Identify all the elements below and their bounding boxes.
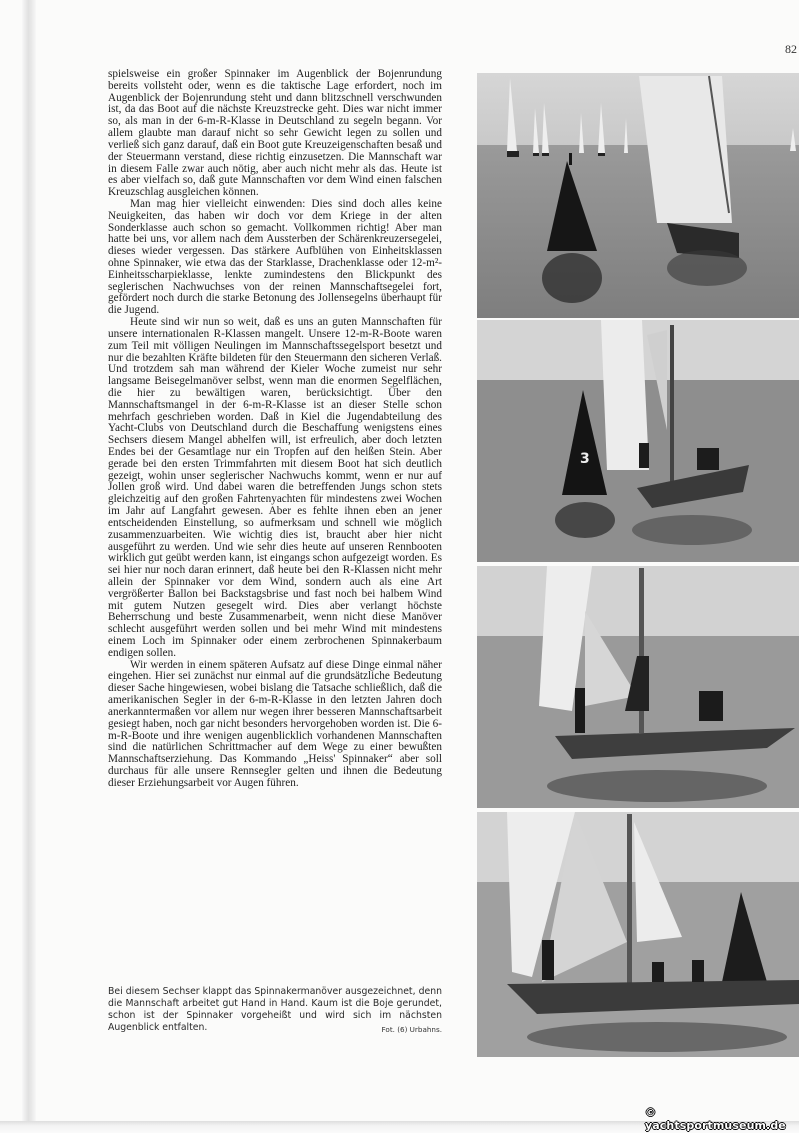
photo-boat-approaching-buoy <box>477 73 799 318</box>
paragraph: Heute sind wir nun so weit, daß es uns an guten Mannschaften für unsere internationalen R-Klassen mangelt. Unsere 12-m-R-Boote waren zum Teil mit völligen Neulingen im Mannschaftssegelsport besetzt und nur die bezahlten Kräfte bildeten für den Steuermann den sicheren Verlaß. Und trotzdem sah man während der Kieler Woche zumeist nur sehr langsame Beisegelmanöver selbst, wenn man die enormen Segelflächen, die hier zu bewältigen waren, berücksichtigt. Über den Mannschaftsmangel in der 6-m-R-Klasse ist an dieser Stelle schon mehrfach geschrieben worden. Daß in Kiel die Jugendabteilung des Yacht-Clubs von Deutschland durch die Beschaffung wenigstens eines Sechsers diesem Mangel abhelfen will, ist erfreulich, aber doch letzten Endes bei der Gesamtlage nur ein Tropfen auf den heißen Stein. Aber gerade bei den ersten Trimmfahrten mit diesem Boot hat sich deutlich gezeigt, wohin unser seglerischer Nachwuchs kommt, wenn er nur auf Jollen groß wird. Und dabei waren die betreffenden Jungs schon stets gleichzeitig auf den großen Fahrtenyachten für mindestens zwei Wochen im Jahr auf Langfahrt gewesen. Aber es fehlte ihnen eben an jener entscheidenden Einstellung, so aufmerksam und schnell wie möglich zusammenzuarbeiten. Wie wichtig dies ist, braucht aber hier nicht ausgeführt zu werden. Und wie sehr dies heute auf unseren Rennbooten wirklich gut geübt werden kann, ist eingangs schon aufgezeigt worden. Es sei hier nur noch daran erinnert, daß heute bei den R-Klassen nicht mehr allein der Spinnaker vor dem Wind, sondern auch als eine Art vergrößerter Ballon bei Backstagsbrise und fast noch bei halbem Wind mit gutem Nutzen gesegelt wird. Dies aber verlangt höchste Beherrschung und beste Zusammenarbeit, wenn nicht diese Manöver schlecht ausgeführt werden sollen und bei mehr Wind mit mindestens einem Loch im Spinnaker oder einem zerbrochenen Spinnakerbaum endigen sollen. <box>108 316 442 659</box>
photo-caption <box>108 986 442 1036</box>
copyright-watermark: © yachtsportmuseum.de <box>645 1106 786 1132</box>
photo-1 <box>477 73 799 318</box>
article-body <box>108 69 442 790</box>
page-number: 82 <box>785 42 797 56</box>
caption-text: Bei diesem Sechser klappt das Spinnakermanöver ausgezeichnet, denn die Mannschaft arbeitet gut Hand in Hand. Kaum ist die Boje gerundet, schon ist der Spinnaker vorgeheißt und wird sich im nächsten Augenblick entfalten. <box>108 986 442 1033</box>
photo-credit: Fot. (6) Urbahns. <box>381 1024 442 1034</box>
photo-2 <box>477 320 799 562</box>
photo-3 <box>477 566 799 808</box>
binding-shadow <box>22 0 36 1133</box>
photo-4 <box>477 812 799 1057</box>
paragraph: Man mag hier vielleicht einwenden: Dies sind doch alles keine Neuigkeiten, das haben wir doch vor dem Kriege in der alten Sonderklasse auch schon so gemacht. Vollkommen richtig! Aber man hatte bei uns, vor allem nach dem Aussterben der Schärenkreuzersegelei, dieses wieder vergessen. Das stärkere Aufblühen von Einheitsklassen ohne Spinnaker, wie etwa das der Starklasse, Drachenklasse oder 12-m²-Einheitsscharpieklasse, lenkte zumindestens den Blickpunkt des seglerischen Nachwuchses von der reinen Mannschaftsegelei fort, gefördert noch durch die starke Betonung des Jollensegelns überhaupt für die Jugend. <box>108 197 442 317</box>
buoy-number: 3 <box>580 451 590 467</box>
paragraph: spielsweise ein großer Spinnaker im Augenblick der Bojenrundung bereits vollsteht oder, wenn es die taktische Lage erfordert, noch im Augenblick der Bojenrundung steht und dann blitzschnell verschwunden ist, da das Boot auf die nächste Kreuzstrecke geht. Dies war nicht immer so, als man in der 6-m-R-Klasse in Deutschland zu segeln begann. Vor allem glaubte man darauf nicht so sehr Gewicht legen zu sollen und verließ sich ganz darauf, daß ein Boot gute Kreuzeigenschaften besaß und der Steuermann verstand, diese richtig einzusetzen. Die Mannschaft war in diesem Falle zwar auch nötig, aber auch nicht mehr als das. Heute ist es aber vielfach so, daß gute Mannschaften vor dem Wind einen falschen Kreuzschlag ausgleichen können. <box>108 68 442 199</box>
paragraph: Wir werden in einem späteren Aufsatz auf diese Dinge einmal näher eingehen. Hier sei zunächst nur einmal auf die grundsätzliche Bedeutung dieser Sache hingewiesen, wobei bislang die Tatsache schließlich, daß die amerikanischen Segler in der 6-m-R-Klasse in den letzten Jahren doch anerkanntermaßen vor allem nur wegen ihrer besseren Mannschaftsarbeit gesiegt haben, noch gar nicht besonders hervorgehoben worden ist. Die 6-m-R-Boote und ihre wenigen augenblicklich vorhandenen Mannschaften sind die natürlichen Schrittmacher auf dem Wege zu einer bewußten Mannschaftserziehung. Das Kommando „Heiss' Spinnaker“ aber soll durchaus für alle unsere Rennsegler gelten und ihnen die Bedeutung dieser Erziehungsarbeit vor Augen führen. <box>108 658 442 789</box>
photo-boat-side-view <box>477 566 799 808</box>
photo-spinnaker-hoist <box>477 812 799 1057</box>
photo-boat-rounding-buoy-3 <box>477 320 799 562</box>
